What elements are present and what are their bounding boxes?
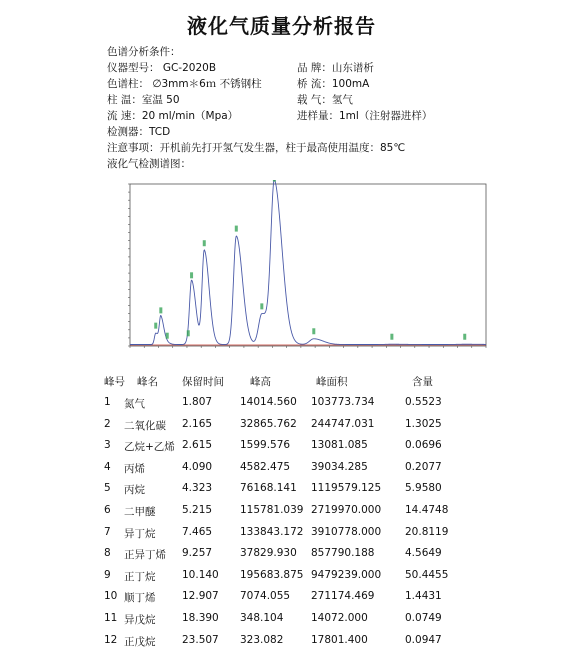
table-cell: 1119579.125 <box>311 482 382 495</box>
table-cell: 2 <box>104 417 111 430</box>
table-cell: 4 <box>104 460 111 473</box>
table-cell: 0.0947 <box>405 633 442 646</box>
table-cell: 323.082 <box>240 633 284 646</box>
table-cell: 9479239.000 <box>311 568 382 581</box>
table-cell: 271174.469 <box>311 590 375 603</box>
table-cell: 9.257 <box>182 547 213 560</box>
peak-marker-8 <box>260 303 263 309</box>
table-cell: 9 <box>104 568 111 581</box>
injection-volume: 进样量：1ml（注射器进样） <box>297 110 433 122</box>
table-header-cell: 含量 <box>412 376 433 388</box>
table-cell: 18.390 <box>182 612 219 624</box>
table-cell: 14.4748 <box>405 504 449 516</box>
table-cell: 正异丁烯 <box>124 549 166 562</box>
plot-frame <box>130 184 486 346</box>
bridge-current: 桥 流：100mA <box>297 78 370 90</box>
table-cell: 2.615 <box>182 439 213 452</box>
table-cell: 133843.172 <box>240 525 304 538</box>
table-cell: 丙烯 <box>124 462 145 475</box>
table-cell: 11 <box>104 612 118 624</box>
table-cell: 12.907 <box>182 590 219 603</box>
table-cell: 异丁烷 <box>124 527 156 540</box>
table-cell: 丙烷 <box>124 484 145 497</box>
peak-marker-7 <box>235 226 238 232</box>
table-cell: 244747.031 <box>311 417 375 430</box>
table-cell: 14072.000 <box>311 612 368 624</box>
carrier-gas: 载 气：氢气 <box>297 94 353 106</box>
table-cell: 2719970.000 <box>311 504 382 516</box>
table-cell: 1599.576 <box>240 439 291 452</box>
peak-marker-12 <box>463 334 466 340</box>
table-cell: 二甲醚 <box>124 506 156 518</box>
table-cell: 正丁烷 <box>124 570 156 583</box>
caution-note: 注意事项：开机前先打开氢气发生器，柱于最高使用温度：85℃ <box>107 142 406 154</box>
peak-marker-3 <box>166 333 169 339</box>
table-cell: 3 <box>104 439 111 452</box>
table-header-cell: 峰面积 <box>316 376 348 388</box>
instrument-model: 仪器型号： GC-2020B <box>107 62 217 74</box>
table-cell: 3910778.000 <box>311 525 382 538</box>
column-temp: 柱 温：室温 50 <box>107 94 180 106</box>
table-cell: 857790.188 <box>311 547 375 560</box>
table-cell: 5.215 <box>182 504 213 516</box>
table-cell: 115781.039 <box>240 504 304 516</box>
column-spec: 色谱柱： ∅3mm＊6ｍ 不锈钢柱 <box>107 78 262 90</box>
table-cell: 20.8119 <box>405 525 449 538</box>
table-cell: 顺丁烯 <box>124 592 156 605</box>
table-cell: 13081.085 <box>311 439 368 452</box>
table-cell: 0.0749 <box>405 612 442 624</box>
table-cell: 195683.875 <box>240 568 304 581</box>
table-cell: 正戊烷 <box>124 635 156 648</box>
report-title: 液化气质量分析报告 <box>187 14 376 38</box>
table-cell: 6 <box>104 504 111 516</box>
brand: 品 牌：山东谱析 <box>297 62 374 74</box>
table-cell: 17801.400 <box>311 633 368 646</box>
table-cell: 氮气 <box>124 398 145 410</box>
peak-marker-9 <box>273 180 276 181</box>
table-header-cell: 峰高 <box>250 376 271 388</box>
table-cell: 10.140 <box>182 568 219 581</box>
table-cell: 103773.734 <box>311 396 375 408</box>
flow-rate: 流 速：20 ml/min（Mpa） <box>107 110 239 122</box>
table-cell: 4582.475 <box>240 460 291 473</box>
table-cell: 23.507 <box>182 633 219 646</box>
chromatogram-chart <box>112 180 492 358</box>
peak-marker-6 <box>203 240 206 246</box>
table-cell: 8 <box>104 547 111 560</box>
table-cell: 0.0696 <box>405 439 442 452</box>
table-cell: 7.465 <box>182 525 213 538</box>
peak-marker-4 <box>187 330 190 336</box>
table-cell: 50.4455 <box>405 568 449 581</box>
table-cell: 5.9580 <box>405 482 442 495</box>
table-cell: 76168.141 <box>240 482 297 495</box>
table-cell: 0.5523 <box>405 396 442 408</box>
table-cell: 14014.560 <box>240 396 297 408</box>
table-header-cell: 峰名 <box>137 376 158 388</box>
chromatogram-label: 液化气检测谱图： <box>107 158 191 170</box>
conditions-heading: 色谱分析条件： <box>107 46 181 58</box>
table-cell: 12 <box>104 633 118 646</box>
table-cell: 7 <box>104 525 111 538</box>
detector: 检测器：TCD <box>107 126 171 138</box>
table-cell: 39034.285 <box>311 460 368 473</box>
table-cell: 1.807 <box>182 396 213 408</box>
table-cell: 异戊烷 <box>124 614 156 626</box>
table-cell: 1.4431 <box>405 590 442 603</box>
table-cell: 0.2077 <box>405 460 442 473</box>
peak-marker-1 <box>154 323 157 329</box>
table-cell: 4.090 <box>182 460 213 473</box>
table-cell: 10 <box>104 590 118 603</box>
table-cell: 乙烷+乙烯 <box>124 441 175 454</box>
table-cell: 1 <box>104 396 111 408</box>
peak-marker-11 <box>390 334 393 340</box>
peak-marker-5 <box>190 272 193 278</box>
table-header-cell: 峰号 <box>104 376 125 388</box>
peak-marker-2 <box>159 307 162 313</box>
peak-marker-10 <box>312 328 315 334</box>
table-header-cell: 保留时间 <box>182 376 224 388</box>
table-cell: 4.323 <box>182 482 213 495</box>
table-cell: 2.165 <box>182 417 213 430</box>
table-cell: 32865.762 <box>240 417 297 430</box>
table-cell: 5 <box>104 482 111 495</box>
table-cell: 二氧化碳 <box>124 419 166 432</box>
table-cell: 37829.930 <box>240 547 297 560</box>
table-cell: 4.5649 <box>405 547 442 560</box>
chromatogram-trace <box>130 180 486 345</box>
table-cell: 348.104 <box>240 612 284 624</box>
table-cell: 1.3025 <box>405 417 442 430</box>
table-cell: 7074.055 <box>240 590 291 603</box>
